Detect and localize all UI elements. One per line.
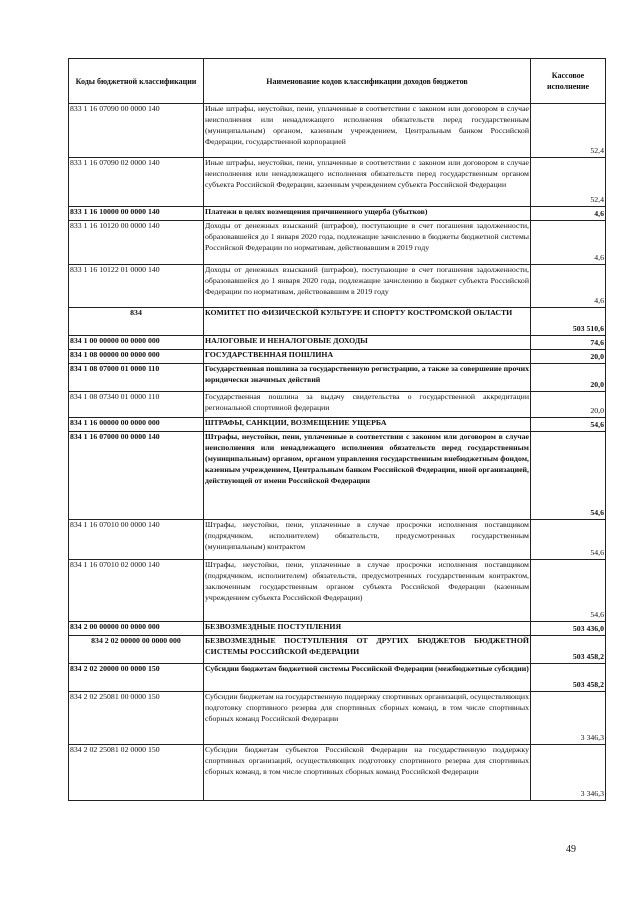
row-code: 834 1 16 07000 00 0000 140: [69, 432, 204, 520]
row-amount: 54,6: [531, 520, 606, 560]
row-name: Штрафы, неустойки, пени, уплаченные в случае просрочки исполнения поставщиком (подрядчиком, исполнителем) обязательств, предусмотренных государственным контрактом, заключенным государственным органом субъекта Российской Федерации (казенным учреждением субъекта Российской Федерации): [204, 560, 531, 622]
row-code: 834 2 02 25081 00 0000 150: [69, 692, 204, 745]
row-amount: 3 346,3: [531, 745, 606, 801]
row-code: 834 2 00 00000 00 0000 000: [69, 622, 204, 636]
table-row: [69, 364, 606, 392]
row-name: Иные штрафы, неустойки, пени, уплаченные в соответствии с законом или договором в случае неисполнения или ненадлежащего исполнения обязательств перед государственным органом субъекта Российской Федерации, казенным учреждением субъекта Российской Федерации: [204, 158, 531, 207]
row-amount: 4,6: [531, 265, 606, 308]
row-code: 834 1 08 07000 01 0000 110: [69, 364, 204, 392]
row-amount: 54,6: [531, 432, 606, 520]
header-code: Коды бюджетной классификации: [69, 59, 204, 104]
row-code: 834 1 08 00000 00 0000 000: [69, 350, 204, 364]
row-amount: 54,6: [531, 560, 606, 622]
row-name: КОМИТЕТ ПО ФИЗИЧЕСКОЙ КУЛЬТУРЕ И СПОРТУ КОСТРОМСКОЙ ОБЛАСТИ: [204, 308, 531, 336]
row-code: 834 1 16 07010 00 0000 140: [69, 520, 204, 560]
row-code: 834 2 02 25081 02 0000 150: [69, 745, 204, 801]
table-row: [69, 104, 606, 158]
row-name: Штрафы, неустойки, пени, уплаченные в случае просрочки исполнения поставщиком (подрядчиком, исполнителем) обязательств, предусмотренных государственным (муниципальным) контрактом: [204, 520, 531, 560]
table-row: [69, 692, 606, 745]
table-row: [69, 158, 606, 207]
row-name: ШТРАФЫ, САНКЦИИ, ВОЗМЕЩЕНИЕ УЩЕРБА: [204, 418, 531, 432]
header-name: Наименование кодов классификации доходов бюджетов: [204, 59, 531, 104]
row-code: 834 1 08 07340 01 0000 110: [69, 392, 204, 418]
row-name: Государственная пошлина за государственную регистрацию, а также за совершение прочих юридически значимых действий: [204, 364, 531, 392]
page-number: 49: [566, 844, 576, 855]
table-row: [69, 336, 606, 350]
row-name: БЕЗВОЗМЕЗДНЫЕ ПОСТУПЛЕНИЯ: [204, 622, 531, 636]
table-row: [69, 664, 606, 692]
row-amount: 503 458,2: [531, 636, 606, 664]
table-row: [69, 745, 606, 801]
row-amount: 52,4: [531, 158, 606, 207]
row-amount: 4,6: [531, 221, 606, 265]
row-name: Доходы от денежных взысканий (штрафов), поступающие в счет погашения задолженности, образовавшейся до 1 января 2020 года, подлежащие зачислению в бюджет субъекта Российской Федерации по нормативам, действовавшим в 2019 году: [204, 265, 531, 308]
row-amount: 503 436,0: [531, 622, 606, 636]
row-name: Субсидии бюджетам на государственную поддержку спортивных организаций, осуществляющих подготовку спортивного резерва для спортивных сборных команд, в том числе спортивных сборных команд Российской Федерации: [204, 692, 531, 745]
row-code: 833 1 16 10120 00 0000 140: [69, 221, 204, 265]
table-row: [69, 207, 606, 221]
header-amount: Кассовое исполнение: [531, 59, 606, 104]
table-row: [69, 622, 606, 636]
row-amount: 4,6: [531, 207, 606, 221]
table-row: [69, 636, 606, 664]
row-code: 834 2 02 00000 00 0000 000: [69, 636, 204, 664]
row-name: Платежи в целях возмещения причиненного ущерба (убытков): [204, 207, 531, 221]
row-code: 834: [69, 308, 204, 336]
row-amount: 503 458,2: [531, 664, 606, 692]
row-name: НАЛОГОВЫЕ И НЕНАЛОГОВЫЕ ДОХОДЫ: [204, 336, 531, 350]
row-amount: 20,0: [531, 392, 606, 418]
row-amount: 3 346,3: [531, 692, 606, 745]
table-row: [69, 520, 606, 560]
row-code: 833 1 16 07090 00 0000 140: [69, 104, 204, 158]
row-name: Штрафы, неустойки, пени, уплаченные в соответствии с законом или договором в случае неисполнения или ненадлежащего исполнения обязательств перед государственным (муниципальным) органом, органом управления государственным внебюджетным фондом, казенным учреждением, Центральным банком Российской Федерации, иной организацией, действующей от имени Российской Федерации: [204, 432, 531, 520]
row-name: Доходы от денежных взысканий (штрафов), поступающие в счет погашения задолженности, образовавшейся до 1 января 2020 года, подлежащие зачислению в бюджеты бюджетной системы Российской Федерации по нормативам, действовавшим в 2019 году: [204, 221, 531, 265]
row-name: Субсидии бюджетам бюджетной системы Российской Федерации (межбюджетные субсидии): [204, 664, 531, 692]
row-code: 834 1 00 00000 00 0000 000: [69, 336, 204, 350]
table-row: [69, 265, 606, 308]
budget-revenue-table: [68, 58, 606, 801]
table-header-row: [69, 59, 606, 104]
row-name: Государственная пошлина за выдачу свидетельства о государственной аккредитации региональной спортивной федерации: [204, 392, 531, 418]
row-name: Субсидии бюджетам субъектов Российской Федерации на государственную поддержку спортивных организаций, осуществляющих подготовку спортивного резерва для спортивных сборных команд, в том числе спортивных сборных команд Российской Федерации: [204, 745, 531, 801]
row-code: 833 1 16 10000 00 0000 140: [69, 207, 204, 221]
row-name: БЕЗВОЗМЕЗДНЫЕ ПОСТУПЛЕНИЯ ОТ ДРУГИХ БЮДЖЕТОВ БЮДЖЕТНОЙ СИСТЕМЫ РОССИЙСКОЙ ФЕДЕРАЦИИ: [204, 636, 531, 664]
table-row: [69, 308, 606, 336]
table-row: [69, 392, 606, 418]
row-code: 833 1 16 10122 01 0000 140: [69, 265, 204, 308]
row-code: 833 1 16 07090 02 0000 140: [69, 158, 204, 207]
row-amount: 20,0: [531, 364, 606, 392]
row-name: ГОСУДАРСТВЕННАЯ ПОШЛИНА: [204, 350, 531, 364]
table-row: [69, 418, 606, 432]
row-code: 834 1 16 00000 00 0000 000: [69, 418, 204, 432]
row-code: 834 2 02 20000 00 0000 150: [69, 664, 204, 692]
row-amount: 503 510,6: [531, 308, 606, 336]
table-row: [69, 221, 606, 265]
row-code: 834 1 16 07010 02 0000 140: [69, 560, 204, 622]
table-row: [69, 432, 606, 520]
table-row: [69, 350, 606, 364]
row-amount: 54,6: [531, 418, 606, 432]
row-amount: 52,4: [531, 104, 606, 158]
row-amount: 20,0: [531, 350, 606, 364]
row-name: Иные штрафы, неустойки, пени, уплаченные в соответствии с законом или договором в случае неисполнения или ненадлежащего исполнения обязательств перед государственным (муниципальным) органом, казенным учреждением, Центральным банком Российской Федерации, государственной корпорацией: [204, 104, 531, 158]
table-row: [69, 560, 606, 622]
row-amount: 74,6: [531, 336, 606, 350]
